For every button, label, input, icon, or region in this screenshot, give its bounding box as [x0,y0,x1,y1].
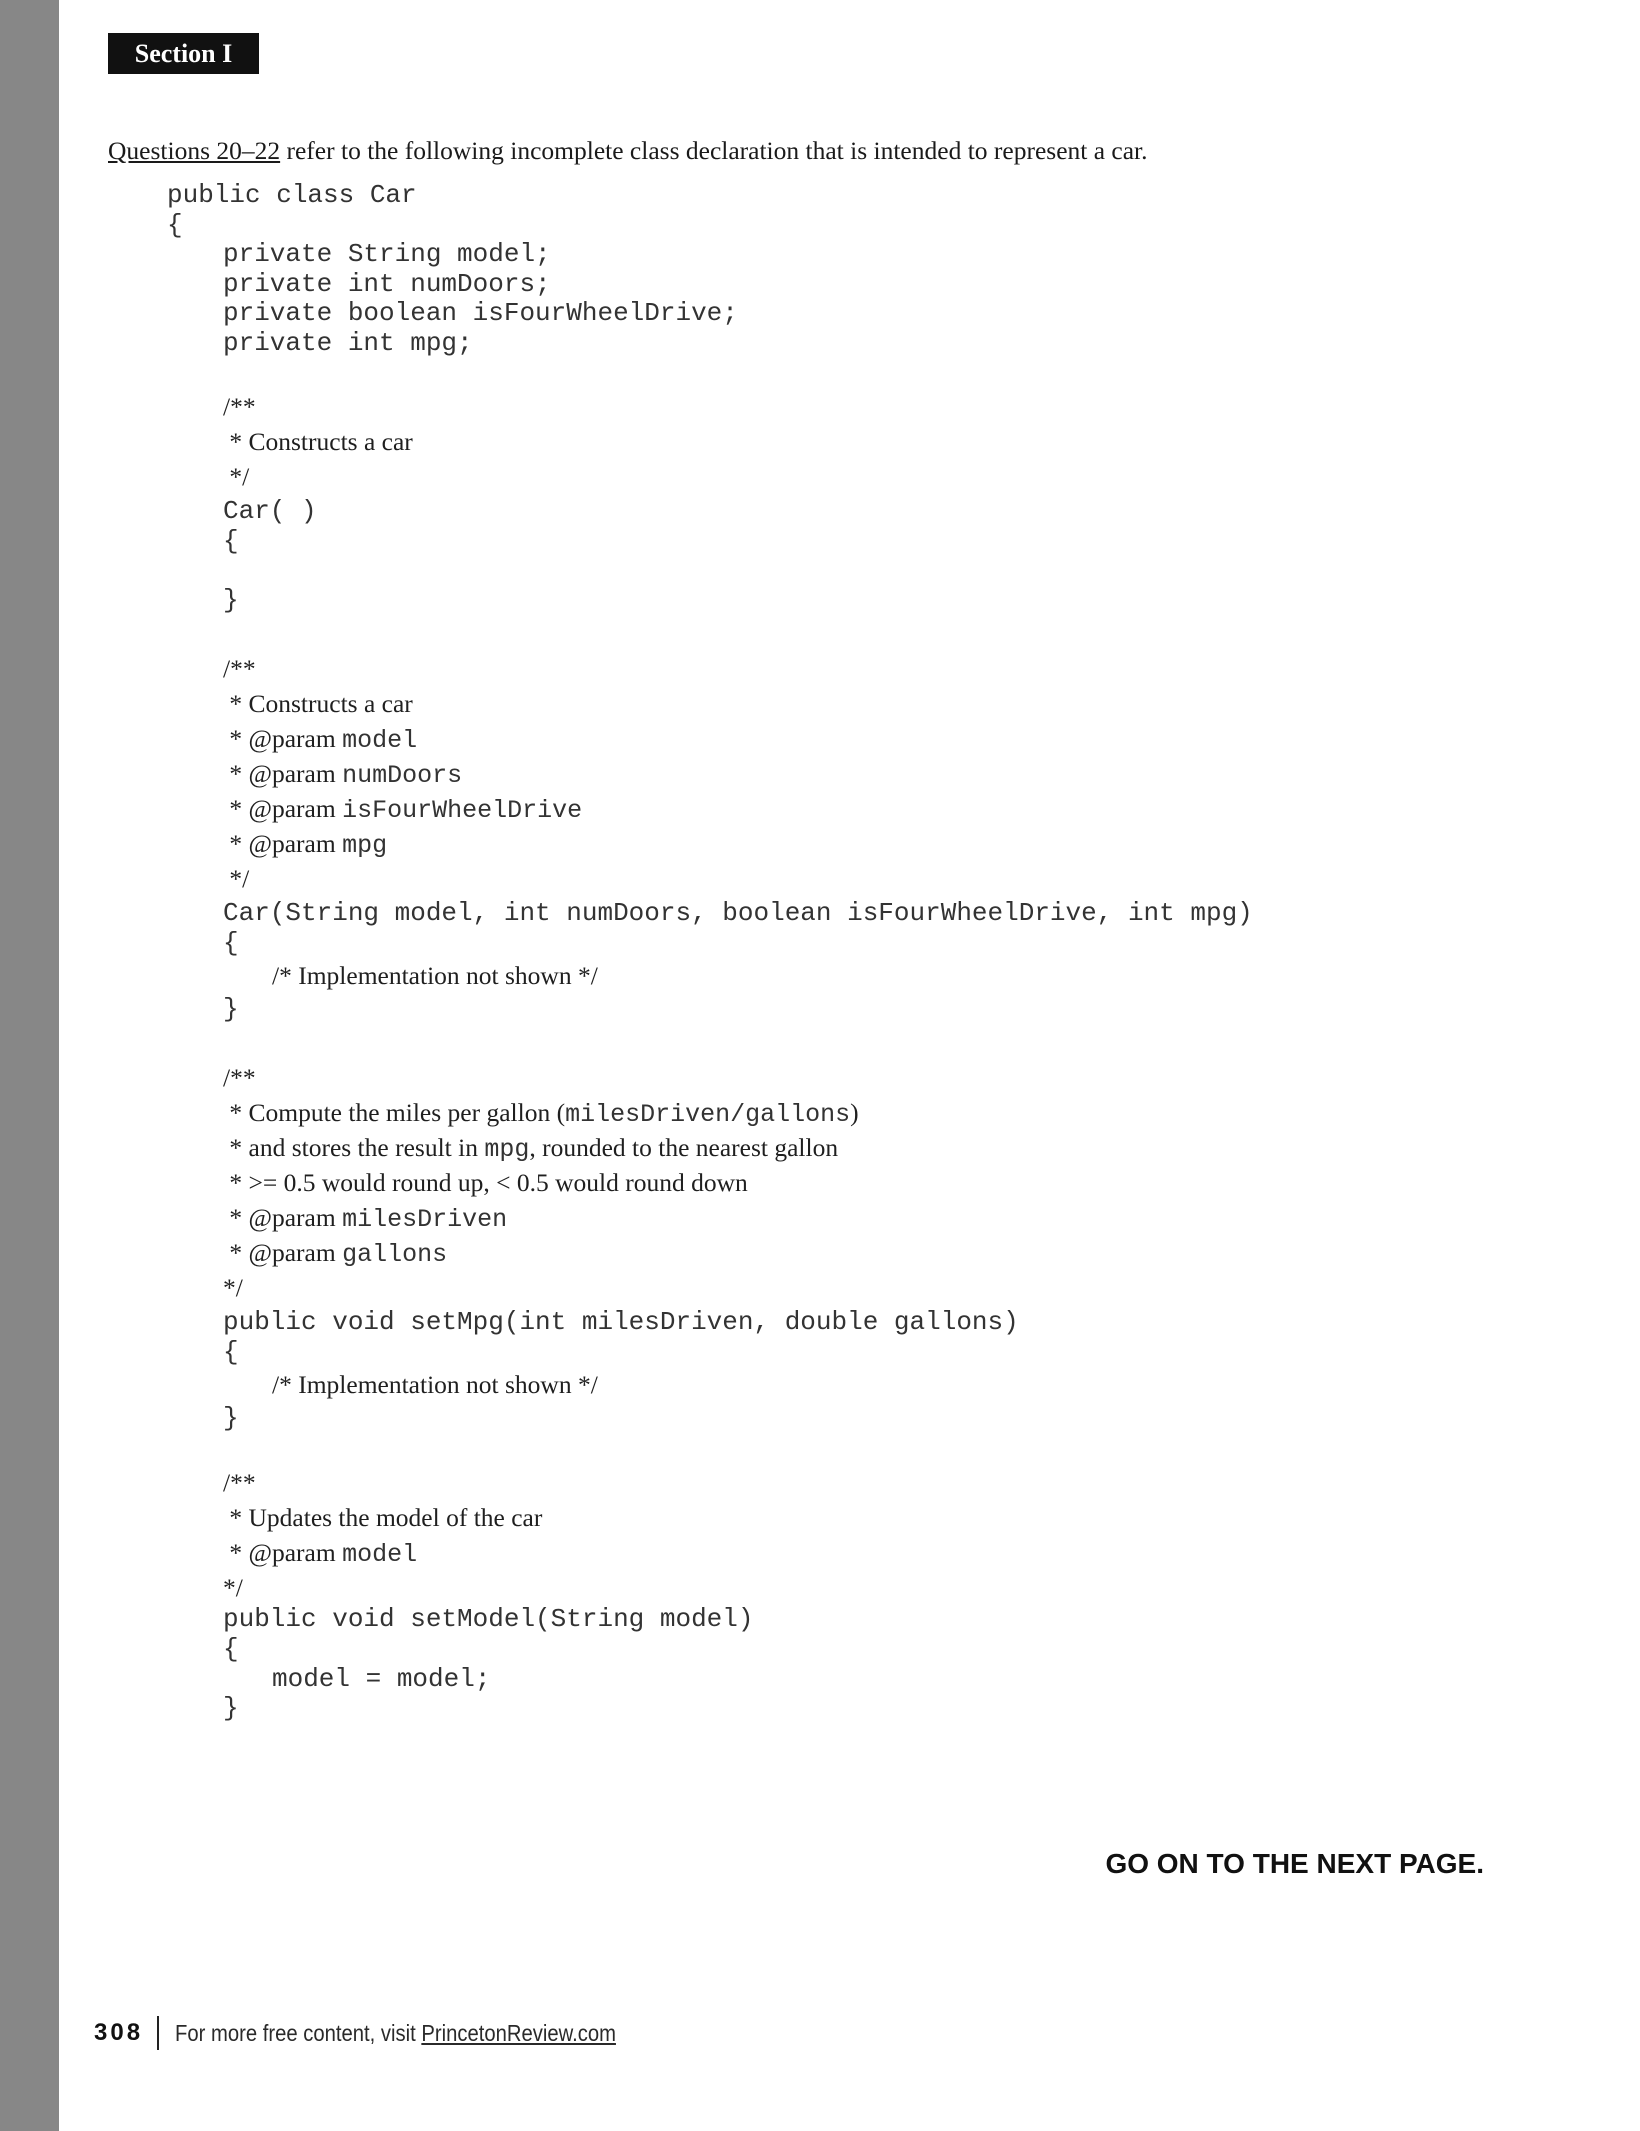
page-footer [94,2014,676,2052]
questions-reference: Questions 20–22 [108,136,281,165]
doc-comment-param: * @param model [223,1538,418,1569]
intro-text: refer to the following incomplete class declaration that is intended to represent a car. [280,136,1148,165]
footer-link[interactable]: PrincetonReview.com [421,2019,617,2046]
go-on-notice: GO ON TO THE NEXT PAGE. [1105,1848,1484,1879]
doc-comment-param: * @param isFourWheelDrive [223,794,583,825]
doc-comment-line: /** [223,1468,256,1497]
code-field: private int mpg; [223,328,473,358]
code-field: private int numDoors; [223,269,551,299]
footer-text: For more free content, visit PrincetonReview.com [175,2019,617,2046]
doc-comment-line: * Constructs a car [223,427,413,456]
code-statement: model = model; [272,1664,491,1694]
code-class-declaration: public class Car [167,180,417,210]
doc-comment-line: * >= 0.5 would round up, < 0.5 would round down [223,1168,748,1197]
code-brace: { [223,526,239,556]
doc-comment-line: */ [223,1273,243,1302]
code-brace: { [223,1634,239,1664]
code-method-signature: public void setModel(String model) [223,1604,754,1634]
doc-comment-line: * Updates the model of the car [223,1503,543,1532]
code-brace: } [223,1403,239,1433]
doc-comment-param: * @param numDoors [223,759,463,790]
doc-comment-line: * Constructs a car [223,689,413,718]
code-constructor-signature: Car(String model, int numDoors, boolean isFourWheelDrive, int mpg) [223,898,1253,928]
doc-comment-line: /** [223,1063,256,1092]
code-constructor-signature: Car( ) [223,496,317,526]
doc-comment-line: */ [223,462,250,491]
doc-comment-param: * @param mpg [223,829,388,860]
code-method-signature: public void setMpg(int milesDriven, double gallons) [223,1307,1019,1337]
doc-comment-line: */ [223,1573,243,1602]
doc-comment-param: * @param milesDriven [223,1203,508,1234]
doc-comment-line: /** [223,392,256,421]
code-field: private boolean isFourWheelDrive; [223,298,738,328]
doc-comment-param: * @param gallons [223,1238,448,1269]
code-body-comment: /* Implementation not shown */ [272,961,598,990]
code-body-comment: /* Implementation not shown */ [272,1370,598,1399]
doc-comment-line: * Compute the miles per gallon (milesDriven/gallons) [223,1098,859,1129]
code-brace: { [223,1337,239,1367]
section-badge: Section I [108,33,259,74]
doc-comment-line: /** [223,654,256,683]
code-brace: { [167,210,183,240]
code-field: private String model; [223,239,551,269]
page-number: 308 [94,2019,144,2046]
code-brace: { [223,928,239,958]
doc-comment-line: */ [223,864,250,893]
doc-comment-line: * and stores the result in mpg, rounded to the nearest gallon [223,1133,839,1164]
doc-comment-param: * @param model [223,724,418,755]
code-brace: } [223,585,239,615]
code-brace: } [223,994,239,1024]
question-intro [108,136,1508,166]
code-brace: } [223,1693,239,1723]
left-margin-bar [0,0,59,2131]
footer-divider [157,2016,159,2050]
